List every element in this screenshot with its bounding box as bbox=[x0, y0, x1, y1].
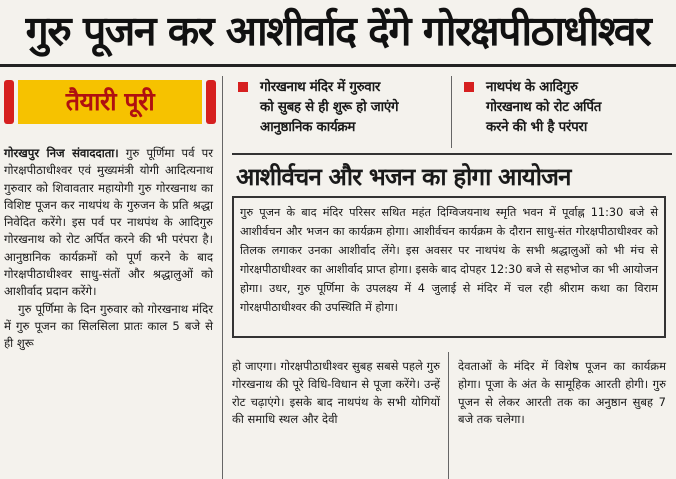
left-para-1 bbox=[4, 145, 213, 301]
highlight-1-line-1: गोरखनाथ मंदिर में गुरुवार bbox=[260, 80, 381, 95]
bullet-square-icon bbox=[464, 82, 474, 92]
left-para-2: गुरु पूर्णिमा के दिन गुरुवार को गोरखनाथ मंदिर में गुरु पूजन का सिलसिला प्रातः काल 5 बजे से ही शुरू bbox=[4, 301, 213, 351]
highlight-1-text bbox=[260, 78, 398, 138]
subhead-divider bbox=[232, 153, 672, 155]
headline: गुरु पूजन कर आशीर्वाद देंगे गोरक्षपीठाधीश्वर bbox=[25, 7, 651, 55]
boxed-story: गुरु पूजन के बाद मंदिर परिसर सथित महंत दिग्विजयनाथ स्मृति भवन में पूर्वाह्न 11:30 बजे से आशीर्वचन और भजन का कार्यक्रम होगा। आशीर्वचन कार्यक्रम के दौरान साधु-संत गोरक्षपीठाधीश्वर को तिलक लगाकर उनका आशीर्वाद लेंगे। इस अवसर पर नाथपंथ के सभी श्रद्धालुओं को भी मंच से गोरक्षपीठाधीश्वर का आशीर्वाद प्राप्त होगा। इसके बाद दोपहर 12:30 बजे से सहभोज का भी आयोजन होगा। उधर, गुरु पूर्णिमा के उपलक्ष्य में 4 जुलाई से मंदिर में चल रही श्रीराम कथा का विराम गोरक्षपीठाधीश्वर की उपस्थिति में होगा। bbox=[232, 196, 666, 338]
highlight-1-line-3: आनुष्ठानिक कार्यक्रम bbox=[260, 120, 356, 135]
badge-left-bar bbox=[4, 80, 14, 124]
highlight-2-line-3: करने की भी है परंपरा bbox=[486, 120, 588, 135]
highlight-2-text bbox=[486, 78, 601, 138]
left-column bbox=[4, 145, 213, 353]
badge-section bbox=[4, 80, 216, 124]
column-divider-left bbox=[222, 76, 223, 479]
left-para-1-text: गुरु पूर्णिमा पर्व पर गोरक्षपीठाधीश्वर एवं मुख्यमंत्री योगी आदित्यनाथ गुरुवार को शिवावतार महायोगी गुरु गोरखनाथ का विशिष्ट पूजन कर नाथपंथ के गुरुजन के प्रति श्रद्धा निवेदित करेंगे। इस पर्व पर नाथपंथ के आदिगुरु गोरखनाथ को रोट अर्पित करने की भी परंपरा है। आनुष्ठानिक कार्यक्रमों को पूर्ण करने के बाद गोरक्षपीठाधीश्वर साधु-संतों और श्रद्धालुओं को आशीर्वाद प्रदान करेंगे। bbox=[4, 146, 213, 299]
highlight-2-line-1: नाथपंथ के आदिगुरु bbox=[486, 80, 578, 95]
badge-right-bar bbox=[206, 80, 216, 124]
highlight-divider bbox=[451, 76, 452, 148]
byline: गोरखपुर निज संवाददाता। bbox=[4, 146, 119, 160]
subhead: आशीर्वचन और भजन का होगा आयोजन bbox=[236, 163, 571, 191]
headline-divider bbox=[0, 64, 676, 67]
highlight-1-line-2: को सुबह से ही शुरू हो जाएंगे bbox=[260, 100, 399, 115]
highlight-2-line-2: गोरखनाथ को रोट अर्पित bbox=[486, 100, 602, 115]
bottom-column-2: देवताओं के मंदिर में विशेष पूजन का कार्यक्रम होगा। पूजा के अंत के सामूहिक आरती होगी। गुरु पूजन से लेकर आरती तक का अनुष्ठान सुबह 7 बजे तक चलेगा। bbox=[458, 359, 666, 427]
column-divider-bottom bbox=[448, 352, 449, 479]
bottom-column-1: हो जाएगा। गोरक्षपीठाधीश्वर सुबह सबसे पहले गुरु गोरखनाथ की पूरे विधि-विधान से पूजा करेंगे। उन्हें रोट चढ़ाएंगे। इसके बाद नाथपंथ के सभी योगियों की समाधि स्थल और देवी bbox=[232, 359, 440, 427]
badge-label: तैयारी पूरी bbox=[18, 80, 202, 124]
bullet-square-icon bbox=[238, 82, 248, 92]
